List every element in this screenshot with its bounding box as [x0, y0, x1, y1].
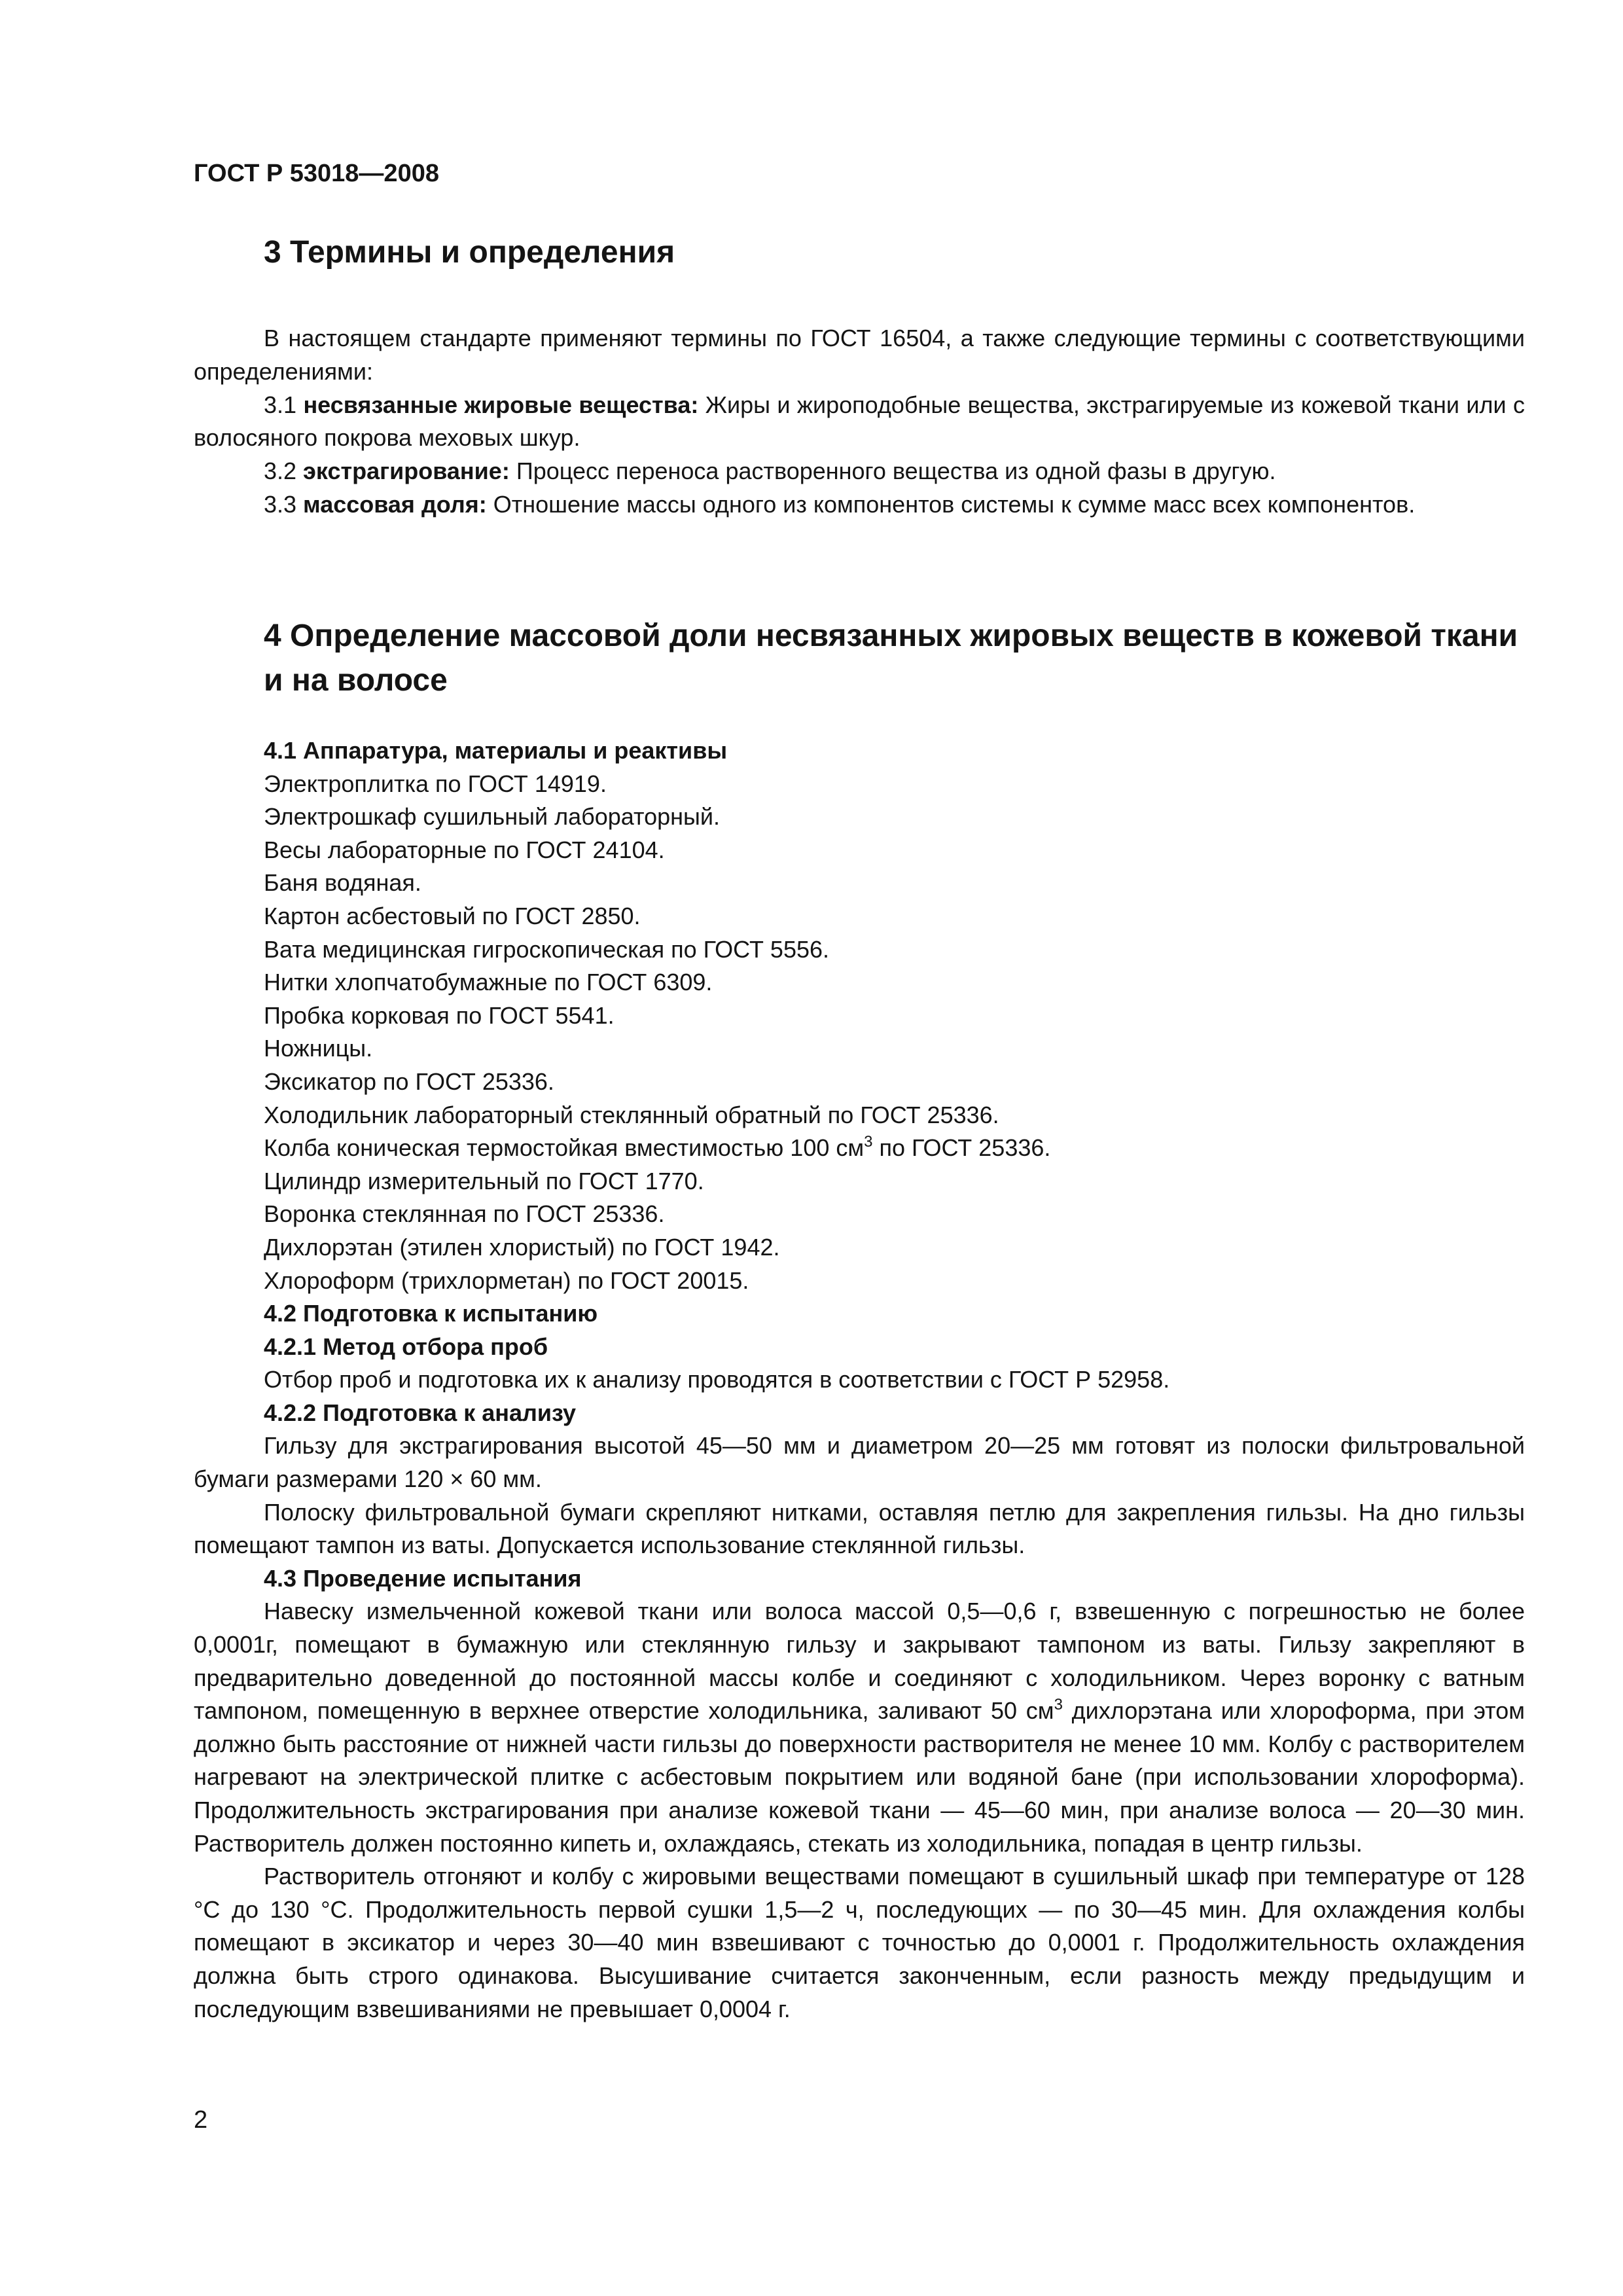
equipment-item: Хлороформ (трихлорметан) по ГОСТ 20015. — [264, 1266, 749, 1294]
equipment-item: Вата медицинская гигроскопическая по ГОСТ 5556. — [264, 935, 830, 963]
term-number: 3.1 — [264, 391, 304, 418]
superscript: 3 — [864, 1133, 873, 1151]
equipment-item: Воронка стеклянная по ГОСТ 25336. — [264, 1200, 665, 1228]
term-number: 3.3 — [264, 490, 304, 518]
section-4-title: 4 Определение массовой доли несвязанных жировых веществ в кожевой ткани и на волосе — [264, 619, 1518, 698]
superscript: 3 — [1054, 1696, 1063, 1714]
flask-text: Колба коническая термостойкая вместимостью 100 см — [264, 1134, 865, 1162]
equipment-item-flask — [194, 1132, 1525, 1165]
term-definition: Жиры и жироподобные вещества, экстрагируемые из кожевой ткани или с волосяного покрова меховых шкур. — [194, 391, 1525, 452]
term-name: экстрагирование: — [303, 457, 510, 485]
para-text: Навеску измельченной кожевой ткани или волоса массой 0,5—0,6 г, взвешенную с погрешностью не более 0,0001г, помещают в бумажную или стеклянную гильзу и закрывают тампоном из ваты. Гильзу закрепляют в предварительно доведенной до постоянной массы колбе и соединяют с холодильником. Через воронку с ватным тампоном, помещенную в верхнее отверстие холодильника, заливают 50 см — [194, 1598, 1525, 1725]
section-4-3-para-1 — [194, 1595, 1525, 1860]
term-name: массовая доля: — [303, 490, 487, 518]
term-3-3 — [194, 488, 1525, 522]
equipment-item: Цилиндр измерительный по ГОСТ 1770. — [264, 1167, 704, 1194]
equipment-item: Весы лабораторные по ГОСТ 24104. — [264, 836, 665, 863]
section-3-intro: В настоящем стандарте применяют термины по ГОСТ 16504, а также следующие термины с соответствующими определениями: — [194, 325, 1525, 385]
section-4-3-title: 4.3 Проведение испытания — [264, 1564, 582, 1592]
equipment-item: Холодильник лабораторный стеклянный обратный по ГОСТ 25336. — [264, 1101, 999, 1128]
term-3-2 — [194, 455, 1525, 488]
section-4-2-2-title: 4.2.2 Подготовка к анализу — [264, 1399, 577, 1426]
equipment-item: Дихлорэтан (этилен хлористый) по ГОСТ 1942. — [264, 1233, 780, 1261]
section-4-3-para-2: Растворитель отгоняют и колбу с жировыми веществами помещают в сушильный шкаф при температуре от 128 °С до 130 °С. Продолжительность первой сушки 1,5—2 ч, последующих — по 30—45 мин. Для охлаждения колбы помещают в эксикатор и через 30—40 мин взвешивают с точностью до 0,0001 г. Продолжительность охлаждения должна быть строго одинакова. Высушивание считается законченным, если разность между предыдущим и последующим взвешиваниями не превышает 0,0004 г. — [194, 1863, 1525, 2022]
equipment-item: Нитки хлопчатобумажные по ГОСТ 6309. — [264, 969, 713, 996]
section-4-body — [194, 734, 1525, 2026]
equipment-item: Пробка корковая по ГОСТ 5541. — [264, 1001, 615, 1029]
flask-text-end: по ГОСТ 25336. — [872, 1134, 1051, 1162]
equipment-item: Баня водяная. — [264, 869, 421, 897]
equipment-item: Электроплитка по ГОСТ 14919. — [264, 770, 607, 797]
para-text-end: дихлорэтана или хлороформа, при этом должно быть расстояние от нижней части гильзы до поверхности растворителя не менее 10 мм. Колбу с растворителем нагревают на электрической плитке с асбестовым покрытием или водяной бане (при использовании хлороформа). Продолжительность экстрагирования при анализе кожевой ткани — 45—60 мин, при анализе волоса — 20—30 мин. Растворитель должен постоянно кипеть и, охлаждаясь, стекать из холодильника, попадая в центр гильзы. — [194, 1697, 1525, 1857]
equipment-item: Картон асбестовый по ГОСТ 2850. — [264, 902, 641, 929]
document-header-id: ГОСТ Р 53018—2008 — [194, 160, 439, 187]
page-number: 2 — [194, 2106, 208, 2134]
equipment-item: Эксикатор по ГОСТ 25336. — [264, 1067, 554, 1095]
term-definition: Процесс переноса растворенного вещества из одной фазы в другую. — [509, 457, 1276, 485]
section-3-body — [194, 322, 1525, 522]
section-4-1-title: 4.1 Аппаратура, материалы и реактивы — [264, 737, 728, 764]
term-3-1 — [194, 389, 1525, 456]
section-4-2-2-para-1: Гильзу для экстрагирования высотой 45—50 мм и диаметром 20—25 мм готовят из полоски фильтровальной бумаги размерами 120 × 60 мм. — [194, 1432, 1525, 1493]
section-4-2-1-text: Отбор проб и подготовка их к анализу проводятся в соответствии с ГОСТ Р 52958. — [264, 1366, 1170, 1393]
equipment-item: Электрошкаф сушильный лабораторный. — [264, 803, 720, 831]
section-4-2-title: 4.2 Подготовка к испытанию — [264, 1300, 598, 1327]
term-name: несвязанные жировые вещества: — [303, 391, 699, 418]
section-4-2-2-para-2: Полоску фильтровальной бумаги скрепляют нитками, оставляя петлю для закрепления гильзы. На дно гильзы помещают тампон из ваты. Допускается использование стеклянной гильзы. — [194, 1498, 1525, 1559]
equipment-item: Ножницы. — [264, 1035, 373, 1062]
section-3-title: 3 Термины и определения — [264, 235, 675, 270]
term-definition: Отношение массы одного из компонентов системы к сумме масс всех компонентов. — [486, 490, 1416, 518]
section-4-2-1-title: 4.2.1 Метод отбора проб — [264, 1333, 548, 1360]
term-number: 3.2 — [264, 457, 304, 485]
